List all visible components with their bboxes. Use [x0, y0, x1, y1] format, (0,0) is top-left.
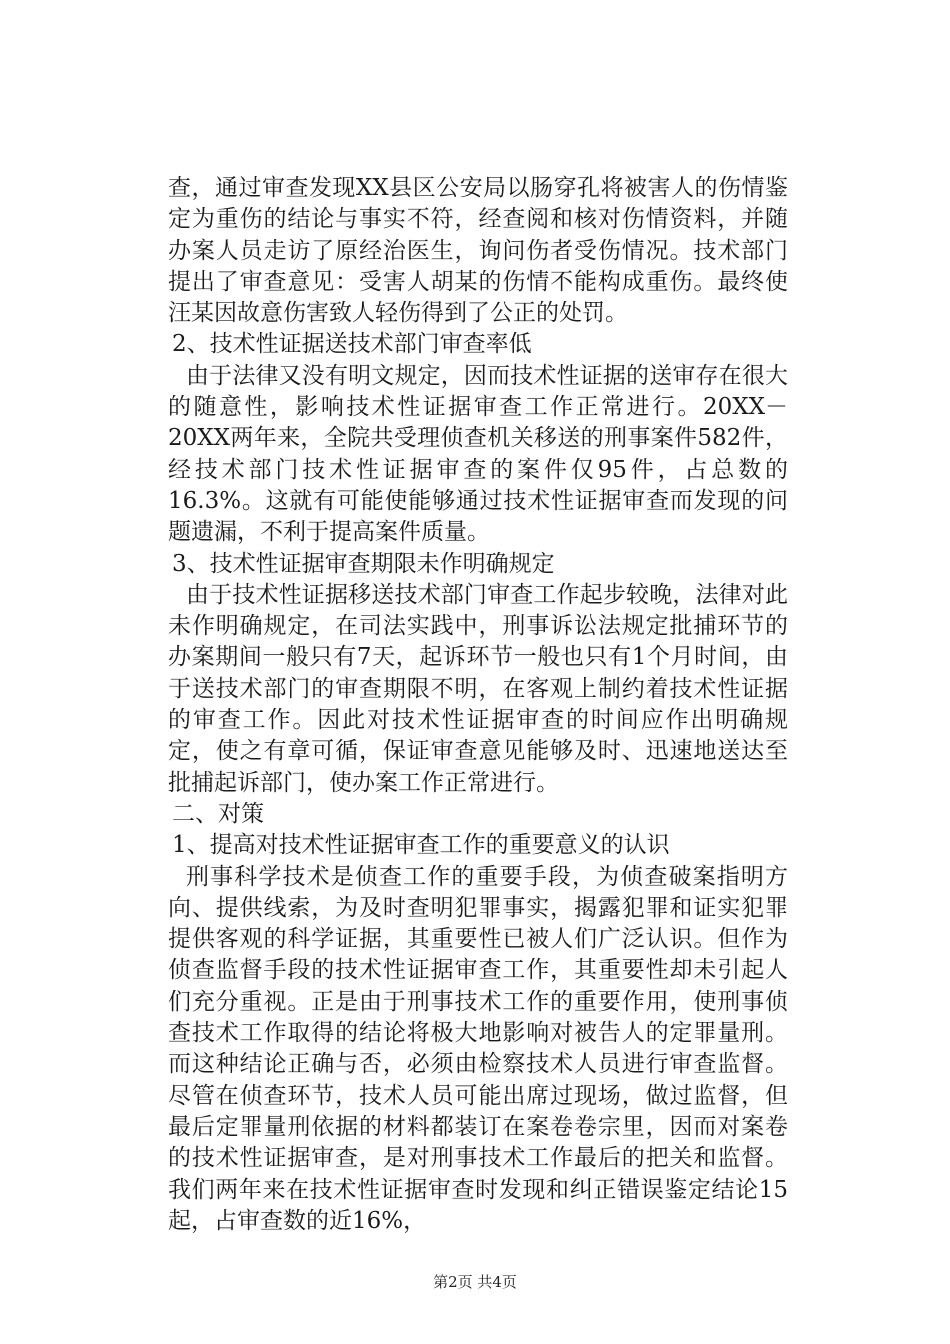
paragraph-body: 由于法律又没有明文规定，因而技术性证据的送审存在很大的随意性，影响技术性证据审查工作正常进行。20XX－20XX两年来，全院共受理侦查机关移送的刑事案件582件，经技术部门技术性证据审查的案件仅95件，占总数的16.3%。这就有可能使能够通过技术性证据审查而发现的问题遗漏，不利于提高案件质量。: [168, 362, 788, 546]
paragraph-body: 由于技术性证据移送技术部门审查工作起步较晚，法律对此未作明确规定，在司法实践中，刑事诉讼法规定批捕环节的办案期间一般只有7天，起诉环节一般也只有1个月时间，由于送技术部门的审查期限不明，在客观上制约着技术性证据的审查工作。因此对技术性证据审查的时间应作出明确规定，使之有章可循，保证审查意见能够及时、迅速地送达至批捕起诉部门，使办案工作正常进行。: [168, 581, 788, 796]
section-heading-countermeasures: 二、对策: [172, 800, 264, 827]
section-heading-3: 3、技术性证据审查期限未作明确规定: [172, 550, 555, 577]
paragraph-body: 刑事科学技术是侦查工作的重要手段，为侦查破案指明方向、提供线索，为及时查明犯罪事实，揭露犯罪和证实犯罪提供客观的科学证据，其重要性已被人们广泛认识。但作为侦查监督手段的技术性证据审查工作，其重要性却未引起人们充分重视。正是由于刑事技术工作的重要作用，使刑事侦查技术工作取得的结论将极大地影响对被告人的定罪量刑。而这种结论正确与否，必须由检察技术人员进行审查监督。尽管在侦查环节，技术人员可能出席过现场，做过监督，但最后定罪量刑依据的材料都装订在案卷卷宗里，因而对案卷的技术性证据审查，是对刑事技术工作最后的把关和监督。我们两年来在技术性证据审查时发现和纠正错误鉴定结论15起，占审查数的近16%，: [168, 863, 788, 1234]
section-heading-1: 1、提高对技术性证据审查工作的重要意义的认识: [172, 832, 670, 859]
section-heading-2: 2、技术性证据送技术部门审查率低: [172, 331, 532, 358]
page-footer: 第2页 共4页: [433, 1273, 517, 1291]
paragraph-continuation: 查，通过审查发现XX县区公安局以肠穿孔将被害人的伤情鉴定为重伤的结论与事实不符，经查阅和核对伤情资料，并随办案人员走访了原经治医生，询问伤者受伤情况。技术部门提出了审查意见：受害人胡某的伤情不能构成重伤。最终使汪某因故意伤害致人轻伤得到了公正的处罚。: [168, 175, 788, 327]
document-body: [168, 173, 788, 1237]
